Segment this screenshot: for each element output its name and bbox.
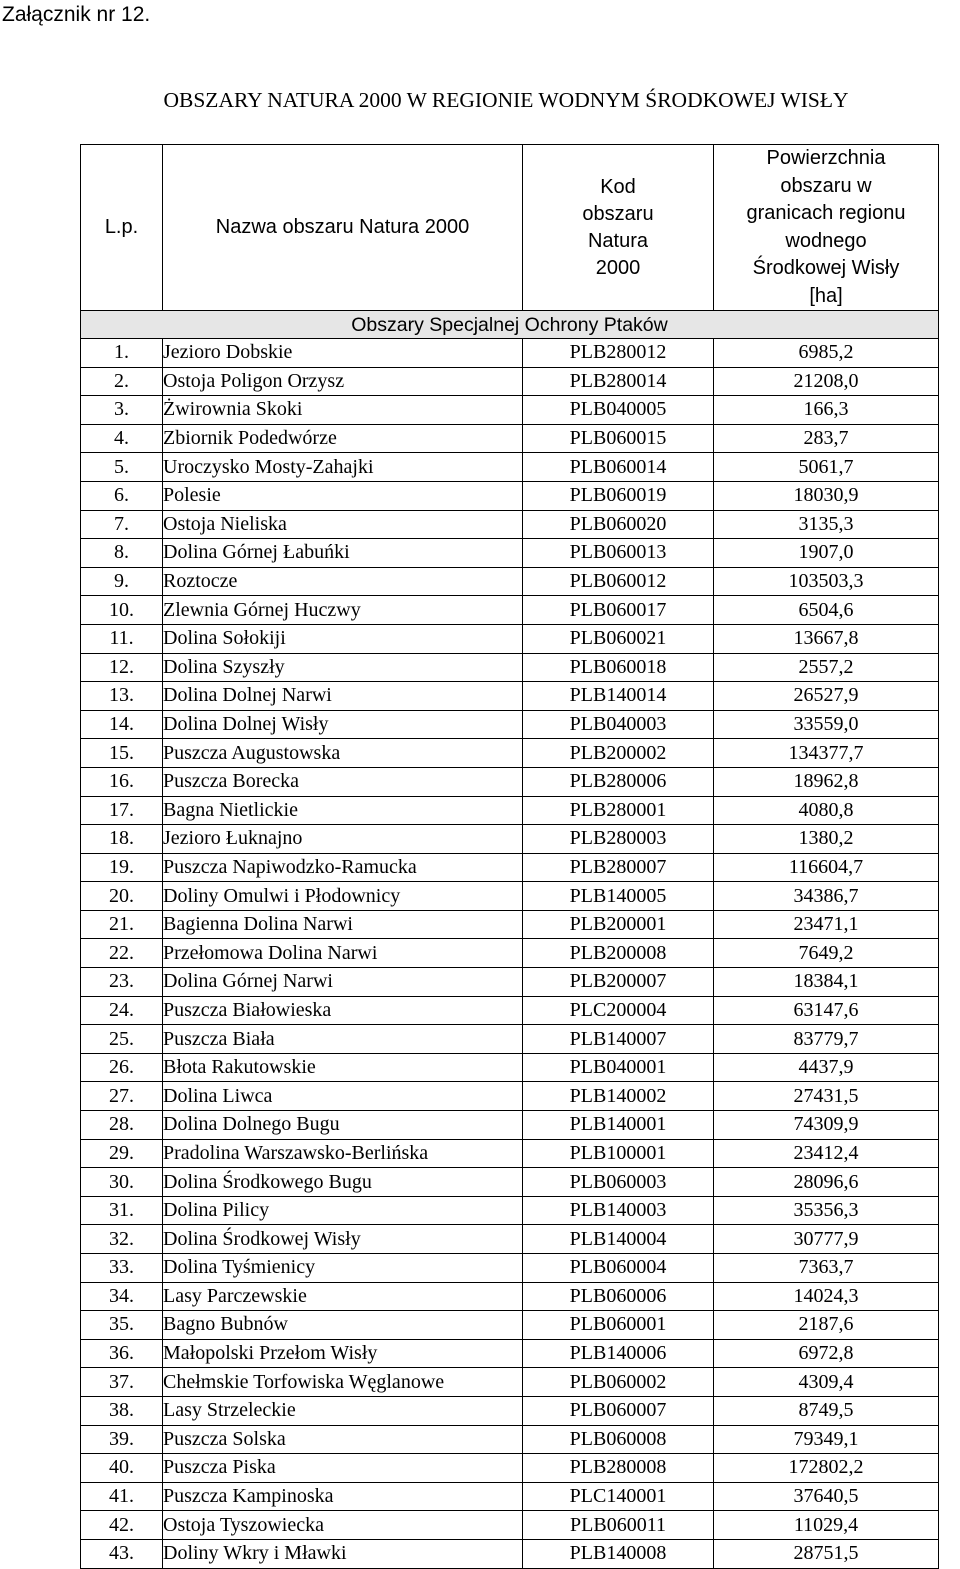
area-code: PLB060001 bbox=[523, 1311, 714, 1340]
area-code: PLB060015 bbox=[523, 424, 714, 453]
row-number: 31. bbox=[81, 1196, 163, 1225]
area-name: Ostoja Tyszowiecka bbox=[163, 1511, 523, 1540]
area-code: PLB060014 bbox=[523, 453, 714, 482]
table-row bbox=[81, 825, 939, 854]
area-code: PLB060020 bbox=[523, 510, 714, 539]
table-row bbox=[81, 567, 939, 596]
header-name: Nazwa obszaru Natura 2000 bbox=[163, 145, 523, 311]
row-number: 30. bbox=[81, 1168, 163, 1197]
document-title: OBSZARY NATURA 2000 W REGIONIE WODNYM ŚRODKOWEJ WISŁY bbox=[163, 88, 849, 112]
section-label: Obszary Specjalnej Ochrony Ptaków bbox=[81, 311, 939, 339]
table-row bbox=[81, 1511, 939, 1540]
table-row bbox=[81, 853, 939, 882]
table-row bbox=[81, 510, 939, 539]
area-code: PLB060004 bbox=[523, 1254, 714, 1283]
area-hectares: 2187,6 bbox=[714, 1311, 939, 1340]
area-code: PLB060017 bbox=[523, 596, 714, 625]
table-row bbox=[81, 596, 939, 625]
area-hectares: 7363,7 bbox=[714, 1254, 939, 1283]
area-name: Puszcza Piska bbox=[163, 1454, 523, 1483]
row-number: 5. bbox=[81, 453, 163, 482]
row-number: 1. bbox=[81, 339, 163, 368]
row-number: 41. bbox=[81, 1482, 163, 1511]
table-row bbox=[81, 1082, 939, 1111]
table-row bbox=[81, 1282, 939, 1311]
area-name: Polesie bbox=[163, 481, 523, 510]
area-hectares: 4437,9 bbox=[714, 1053, 939, 1082]
row-number: 28. bbox=[81, 1111, 163, 1140]
row-number: 34. bbox=[81, 1282, 163, 1311]
area-code: PLB060006 bbox=[523, 1282, 714, 1311]
area-code: PLC140001 bbox=[523, 1482, 714, 1511]
area-hectares: 33559,0 bbox=[714, 710, 939, 739]
area-name: Dolina Liwca bbox=[163, 1082, 523, 1111]
area-hectares: 34386,7 bbox=[714, 882, 939, 911]
area-hectares: 116604,7 bbox=[714, 853, 939, 882]
row-number: 13. bbox=[81, 682, 163, 711]
row-number: 15. bbox=[81, 739, 163, 768]
area-code: PLB060011 bbox=[523, 1511, 714, 1540]
area-code: PLB060007 bbox=[523, 1396, 714, 1425]
row-number: 4. bbox=[81, 424, 163, 453]
area-code: PLB200002 bbox=[523, 739, 714, 768]
area-hectares: 4080,8 bbox=[714, 796, 939, 825]
area-hectares: 11029,4 bbox=[714, 1511, 939, 1540]
area-name: Dolina Tyśmienicy bbox=[163, 1254, 523, 1283]
area-hectares: 6972,8 bbox=[714, 1339, 939, 1368]
row-number: 20. bbox=[81, 882, 163, 911]
row-number: 6. bbox=[81, 481, 163, 510]
area-code: PLB100001 bbox=[523, 1139, 714, 1168]
table-row bbox=[81, 939, 939, 968]
area-code: PLB280006 bbox=[523, 767, 714, 796]
area-name: Puszcza Solska bbox=[163, 1425, 523, 1454]
table-row bbox=[81, 910, 939, 939]
area-hectares: 14024,3 bbox=[714, 1282, 939, 1311]
table-row bbox=[81, 1196, 939, 1225]
table-row bbox=[81, 1454, 939, 1483]
section-row bbox=[81, 311, 939, 339]
row-number: 19. bbox=[81, 853, 163, 882]
table-row bbox=[81, 653, 939, 682]
header-code: Kod obszaru Natura 2000 bbox=[523, 145, 714, 311]
header-lp: L.p. bbox=[81, 145, 163, 311]
table-row bbox=[81, 424, 939, 453]
area-name: Puszcza Kampinoska bbox=[163, 1482, 523, 1511]
area-name: Dolina Górnej Łabuńki bbox=[163, 539, 523, 568]
area-hectares: 1380,2 bbox=[714, 825, 939, 854]
table-row bbox=[81, 367, 939, 396]
area-code: PLB140003 bbox=[523, 1196, 714, 1225]
area-code: PLB060019 bbox=[523, 481, 714, 510]
table-row bbox=[81, 481, 939, 510]
area-hectares: 13667,8 bbox=[714, 624, 939, 653]
area-name: Jezioro Dobskie bbox=[163, 339, 523, 368]
area-name: Dolina Dolnej Wisły bbox=[163, 710, 523, 739]
row-number: 22. bbox=[81, 939, 163, 968]
area-name: Błota Rakutowskie bbox=[163, 1053, 523, 1082]
area-name: Bagna Nietlickie bbox=[163, 796, 523, 825]
area-hectares: 4309,4 bbox=[714, 1368, 939, 1397]
row-number: 21. bbox=[81, 910, 163, 939]
area-code: PLB280007 bbox=[523, 853, 714, 882]
row-number: 18. bbox=[81, 825, 163, 854]
area-hectares: 7649,2 bbox=[714, 939, 939, 968]
row-number: 43. bbox=[81, 1539, 163, 1568]
area-hectares: 26527,9 bbox=[714, 682, 939, 711]
table-row bbox=[81, 1425, 939, 1454]
area-name: Bagno Bubnów bbox=[163, 1311, 523, 1340]
table-row bbox=[81, 682, 939, 711]
area-hectares: 63147,6 bbox=[714, 996, 939, 1025]
row-number: 12. bbox=[81, 653, 163, 682]
table-row bbox=[81, 453, 939, 482]
area-code: PLB200007 bbox=[523, 968, 714, 997]
area-hectares: 283,7 bbox=[714, 424, 939, 453]
area-hectares: 27431,5 bbox=[714, 1082, 939, 1111]
table-row bbox=[81, 882, 939, 911]
area-name: Dolina Pilicy bbox=[163, 1196, 523, 1225]
area-code: PLB060013 bbox=[523, 539, 714, 568]
table-row bbox=[81, 710, 939, 739]
row-number: 9. bbox=[81, 567, 163, 596]
area-code: PLB140008 bbox=[523, 1539, 714, 1568]
header-area: Powierzchnia obszaru w granicach regionu wodnego Środkowej Wisły [ha] bbox=[714, 145, 939, 311]
area-code: PLB140006 bbox=[523, 1339, 714, 1368]
area-name: Lasy Strzeleckie bbox=[163, 1396, 523, 1425]
table-row bbox=[81, 1139, 939, 1168]
area-name: Ostoja Poligon Orzysz bbox=[163, 367, 523, 396]
area-code: PLB280001 bbox=[523, 796, 714, 825]
area-code: PLB140004 bbox=[523, 1225, 714, 1254]
area-code: PLB060012 bbox=[523, 567, 714, 596]
row-number: 26. bbox=[81, 1053, 163, 1082]
table-row bbox=[81, 767, 939, 796]
area-name: Puszcza Białowieska bbox=[163, 996, 523, 1025]
area-name: Puszcza Augustowska bbox=[163, 739, 523, 768]
area-hectares: 3135,3 bbox=[714, 510, 939, 539]
row-number: 16. bbox=[81, 767, 163, 796]
area-code: PLB200008 bbox=[523, 939, 714, 968]
area-hectares: 28096,6 bbox=[714, 1168, 939, 1197]
row-number: 24. bbox=[81, 996, 163, 1025]
area-code: PLC200004 bbox=[523, 996, 714, 1025]
area-code: PLB140014 bbox=[523, 682, 714, 711]
area-name: Pradolina Warszawsko-Berlińska bbox=[163, 1139, 523, 1168]
table-row bbox=[81, 796, 939, 825]
table-row bbox=[81, 339, 939, 368]
table-row bbox=[81, 739, 939, 768]
area-name: Ostoja Nieliska bbox=[163, 510, 523, 539]
area-hectares: 134377,7 bbox=[714, 739, 939, 768]
row-number: 39. bbox=[81, 1425, 163, 1454]
attachment-label: Załącznik nr 12. bbox=[2, 3, 151, 26]
area-hectares: 23471,1 bbox=[714, 910, 939, 939]
area-hectares: 5061,7 bbox=[714, 453, 939, 482]
row-number: 8. bbox=[81, 539, 163, 568]
table-row bbox=[81, 1111, 939, 1140]
area-hectares: 1907,0 bbox=[714, 539, 939, 568]
row-number: 42. bbox=[81, 1511, 163, 1540]
area-code: PLB060021 bbox=[523, 624, 714, 653]
row-number: 7. bbox=[81, 510, 163, 539]
area-code: PLB140002 bbox=[523, 1082, 714, 1111]
table-row bbox=[81, 1225, 939, 1254]
natura-2000-table bbox=[80, 144, 939, 1569]
area-name: Dolina Szyszły bbox=[163, 653, 523, 682]
row-number: 29. bbox=[81, 1139, 163, 1168]
table-row bbox=[81, 1396, 939, 1425]
row-number: 33. bbox=[81, 1254, 163, 1283]
area-code: PLB140001 bbox=[523, 1111, 714, 1140]
area-code: PLB140007 bbox=[523, 1025, 714, 1054]
area-code: PLB060018 bbox=[523, 653, 714, 682]
area-code: PLB060002 bbox=[523, 1368, 714, 1397]
area-name: Puszcza Napiwodzko-Ramucka bbox=[163, 853, 523, 882]
row-number: 38. bbox=[81, 1396, 163, 1425]
area-hectares: 37640,5 bbox=[714, 1482, 939, 1511]
area-hectares: 8749,5 bbox=[714, 1396, 939, 1425]
row-number: 25. bbox=[81, 1025, 163, 1054]
area-hectares: 2557,2 bbox=[714, 653, 939, 682]
area-name: Puszcza Borecka bbox=[163, 767, 523, 796]
area-name: Dolina Dolnego Bugu bbox=[163, 1111, 523, 1140]
table-row bbox=[81, 1025, 939, 1054]
area-code: PLB280014 bbox=[523, 367, 714, 396]
table-row bbox=[81, 1168, 939, 1197]
area-code: PLB140005 bbox=[523, 882, 714, 911]
area-code: PLB280008 bbox=[523, 1454, 714, 1483]
area-hectares: 6985,2 bbox=[714, 339, 939, 368]
row-number: 32. bbox=[81, 1225, 163, 1254]
area-code: PLB040005 bbox=[523, 396, 714, 425]
area-code: PLB280003 bbox=[523, 825, 714, 854]
area-name: Roztocze bbox=[163, 567, 523, 596]
row-number: 2. bbox=[81, 367, 163, 396]
table-row bbox=[81, 539, 939, 568]
area-code: PLB280012 bbox=[523, 339, 714, 368]
table-row bbox=[81, 396, 939, 425]
area-name: Zbiornik Podedwórze bbox=[163, 424, 523, 453]
row-number: 3. bbox=[81, 396, 163, 425]
row-number: 36. bbox=[81, 1339, 163, 1368]
area-code: PLB200001 bbox=[523, 910, 714, 939]
row-number: 14. bbox=[81, 710, 163, 739]
area-hectares: 18384,1 bbox=[714, 968, 939, 997]
area-hectares: 103503,3 bbox=[714, 567, 939, 596]
table-header-row bbox=[81, 145, 939, 311]
area-name: Bagienna Dolina Narwi bbox=[163, 910, 523, 939]
table-row bbox=[81, 1539, 939, 1568]
area-name: Chełmskie Torfowiska Węglanowe bbox=[163, 1368, 523, 1397]
area-code: PLB040001 bbox=[523, 1053, 714, 1082]
area-name: Przełomowa Dolina Narwi bbox=[163, 939, 523, 968]
area-name: Zlewnia Górnej Huczwy bbox=[163, 596, 523, 625]
area-code: PLB040003 bbox=[523, 710, 714, 739]
area-name: Doliny Wkry i Mławki bbox=[163, 1539, 523, 1568]
area-hectares: 18030,9 bbox=[714, 481, 939, 510]
row-number: 37. bbox=[81, 1368, 163, 1397]
area-name: Doliny Omulwi i Płodownicy bbox=[163, 882, 523, 911]
area-name: Dolina Środkowej Wisły bbox=[163, 1225, 523, 1254]
area-code: PLB060008 bbox=[523, 1425, 714, 1454]
area-hectares: 21208,0 bbox=[714, 367, 939, 396]
table-row bbox=[81, 968, 939, 997]
area-hectares: 18962,8 bbox=[714, 767, 939, 796]
row-number: 17. bbox=[81, 796, 163, 825]
area-name: Jezioro Łuknajno bbox=[163, 825, 523, 854]
table-row bbox=[81, 1254, 939, 1283]
row-number: 10. bbox=[81, 596, 163, 625]
table-row bbox=[81, 996, 939, 1025]
area-hectares: 28751,5 bbox=[714, 1539, 939, 1568]
row-number: 40. bbox=[81, 1454, 163, 1483]
area-hectares: 172802,2 bbox=[714, 1454, 939, 1483]
area-name: Dolina Środkowego Bugu bbox=[163, 1168, 523, 1197]
area-name: Uroczysko Mosty-Zahajki bbox=[163, 453, 523, 482]
area-name: Dolina Dolnej Narwi bbox=[163, 682, 523, 711]
area-hectares: 35356,3 bbox=[714, 1196, 939, 1225]
area-hectares: 23412,4 bbox=[714, 1139, 939, 1168]
area-name: Dolina Górnej Narwi bbox=[163, 968, 523, 997]
table-row bbox=[81, 1339, 939, 1368]
area-hectares: 6504,6 bbox=[714, 596, 939, 625]
table-row bbox=[81, 1053, 939, 1082]
table-row bbox=[81, 624, 939, 653]
area-name: Puszcza Biała bbox=[163, 1025, 523, 1054]
area-hectares: 79349,1 bbox=[714, 1425, 939, 1454]
row-number: 11. bbox=[81, 624, 163, 653]
area-code: PLB060003 bbox=[523, 1168, 714, 1197]
table-row bbox=[81, 1368, 939, 1397]
row-number: 35. bbox=[81, 1311, 163, 1340]
area-hectares: 30777,9 bbox=[714, 1225, 939, 1254]
area-hectares: 83779,7 bbox=[714, 1025, 939, 1054]
row-number: 23. bbox=[81, 968, 163, 997]
area-name: Lasy Parczewskie bbox=[163, 1282, 523, 1311]
area-name: Żwirownia Skoki bbox=[163, 396, 523, 425]
row-number: 27. bbox=[81, 1082, 163, 1111]
area-name: Dolina Sołokiji bbox=[163, 624, 523, 653]
table-row bbox=[81, 1482, 939, 1511]
area-hectares: 74309,9 bbox=[714, 1111, 939, 1140]
table-row bbox=[81, 1311, 939, 1340]
area-name: Małopolski Przełom Wisły bbox=[163, 1339, 523, 1368]
area-hectares: 166,3 bbox=[714, 396, 939, 425]
